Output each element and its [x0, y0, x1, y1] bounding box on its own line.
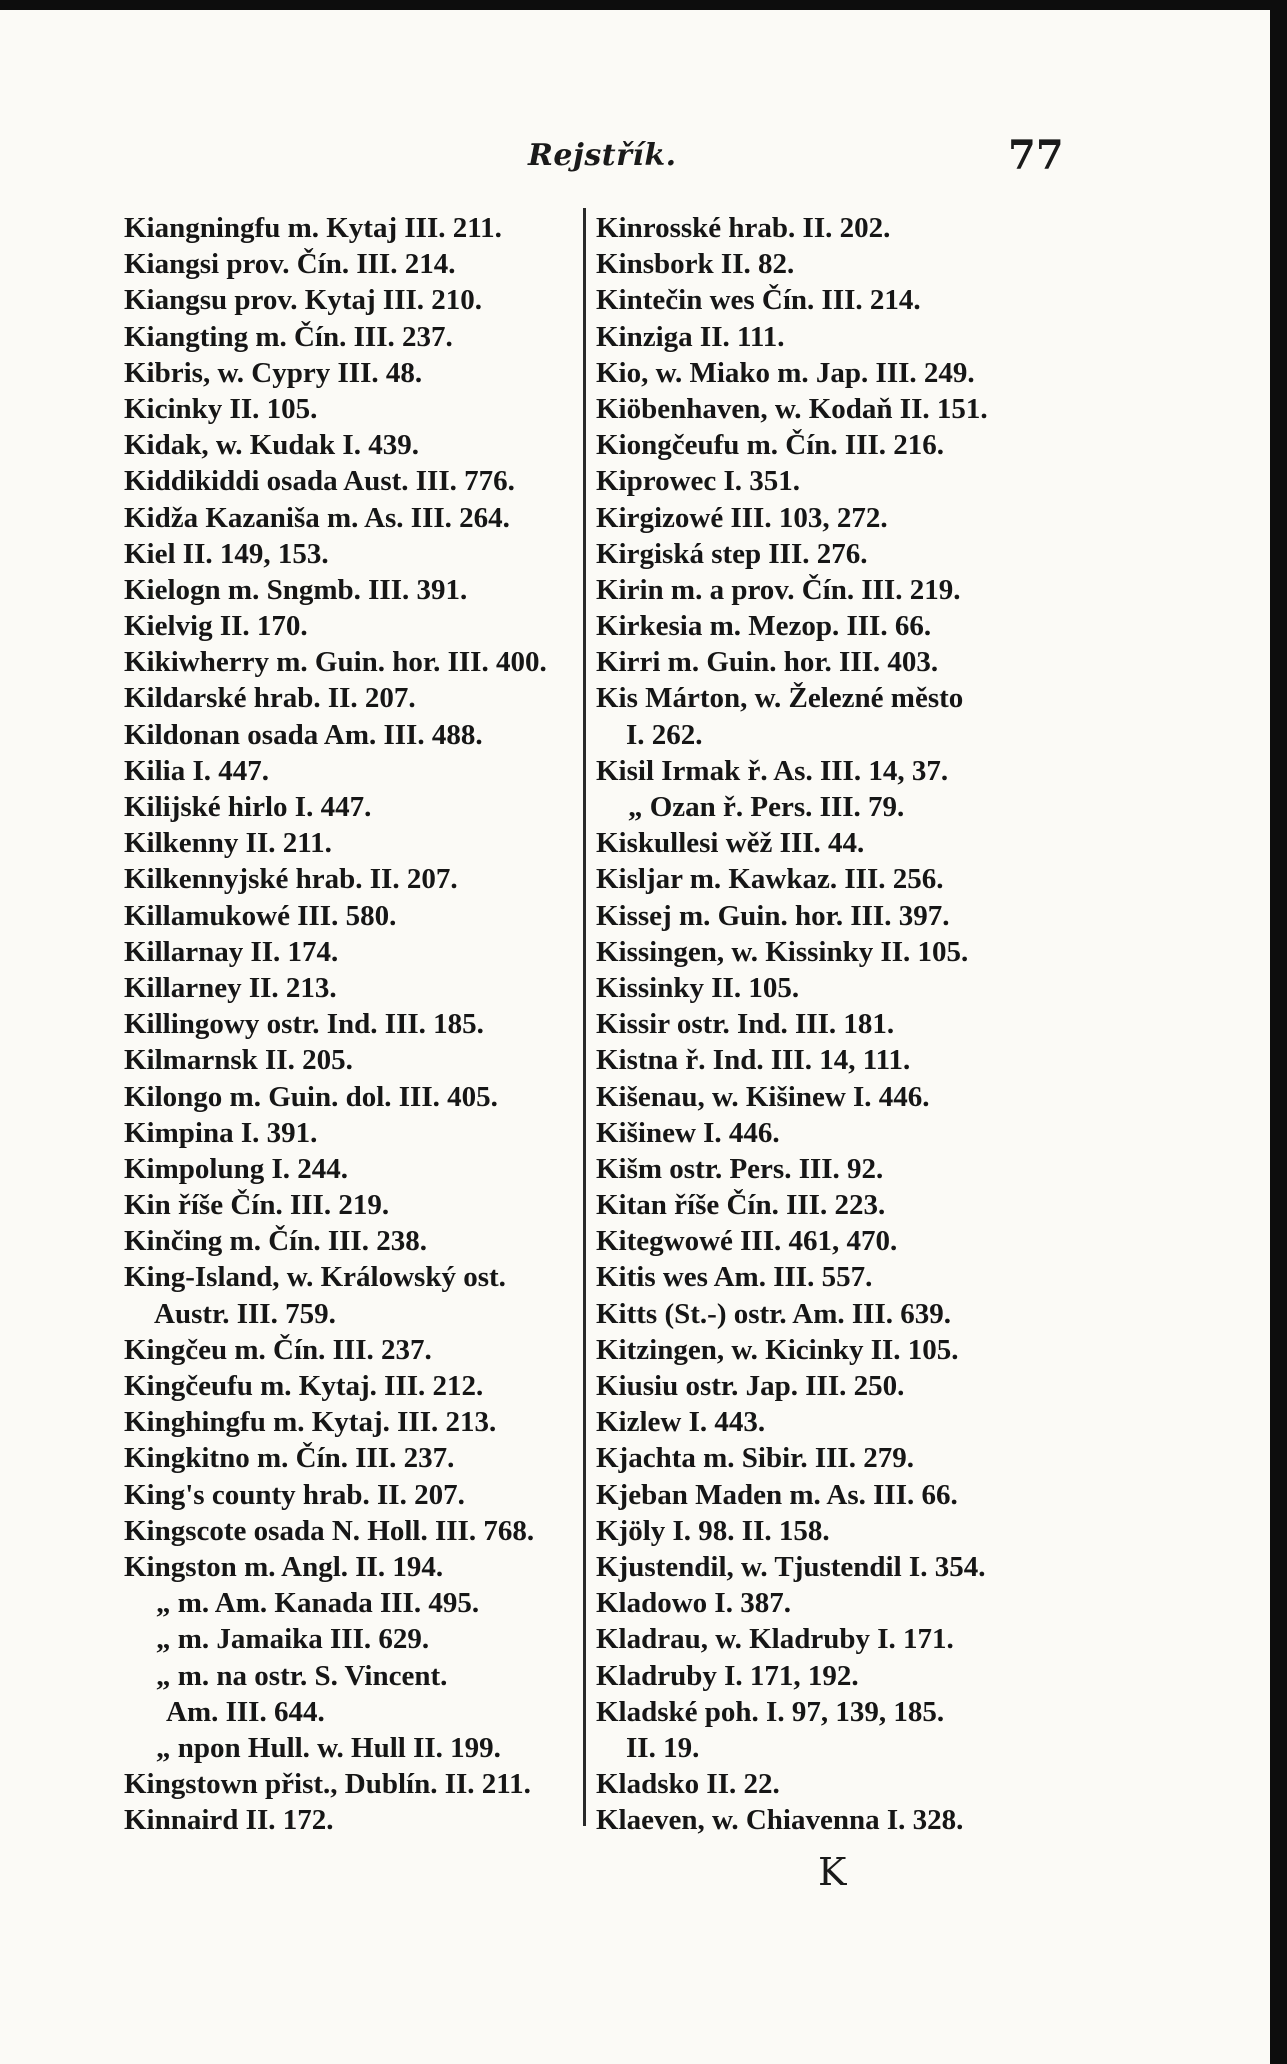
index-entry: Kilia I. 447. [124, 754, 270, 787]
index-entry: Kizlew I. 443. [596, 1406, 766, 1439]
index-entry: Kladowo I. 387. [596, 1587, 791, 1620]
index-entry: Kišm ostr. Pers. III. 92. [596, 1152, 884, 1185]
running-header-title: Rejstřík. [528, 138, 677, 173]
index-entry: Kirri m. Guin. hor. III. 403. [596, 646, 939, 679]
index-entry: Kiangting m. Čín. III. 237. [124, 320, 453, 353]
index-entry: Kingstown přist., Dublín. II. 211. [124, 1768, 531, 1801]
index-entry: Killamukowé III. 580. [124, 899, 397, 932]
index-entry: Kirin m. a prov. Čín. III. 219. [596, 573, 961, 606]
index-entry: Kinsbork II. 82. [596, 248, 795, 281]
index-entry: Kingčeufu m. Kytaj. III. 212. [124, 1370, 484, 1402]
index-entry: Kladsko II. 22. [596, 1768, 780, 1801]
index-entry: Kiskullesi wěž III. 44. [596, 827, 865, 860]
index-entry: Am. III. 644. [166, 1695, 325, 1728]
index-entry: Kilmarnsk II. 205. [124, 1044, 353, 1077]
index-entry: Kistna ř. Ind. III. 14, 111. [596, 1044, 911, 1077]
index-entry: Kimpina I. 391. [124, 1116, 318, 1149]
index-entry: Kiöbenhaven, w. Kodaň II. 151. [596, 392, 988, 425]
index-entry: Kirgiská step III. 276. [596, 537, 868, 570]
signature-mark: K [818, 1850, 847, 1894]
index-column-left [124, 210, 576, 1838]
index-entry: Klaeven, w. Chiavenna I. 328. [596, 1804, 964, 1837]
index-entry: Kirgizowé III. 103, 272. [596, 501, 888, 534]
index-entry: Kjöly I. 98. II. 158. [596, 1514, 830, 1547]
index-entry: Kiusiu ostr. Jap. III. 250. [596, 1370, 905, 1402]
index-entry: „ npon Hull. w. Hull II. 199. [156, 1731, 501, 1764]
index-entry: Kitzingen, w. Kicinky II. 105. [596, 1333, 959, 1366]
index-entry: Killarnay II. 174. [124, 935, 339, 968]
index-entry: Kingscote osada N. Holl. III. 768. [124, 1514, 535, 1547]
index-entry: Kiprowec I. 351. [596, 465, 801, 498]
index-entry: Kisil Irmak ř. As. III. 14, 37. [596, 754, 949, 787]
index-entry: Kingkitno m. Čín. III. 237. [124, 1442, 455, 1475]
index-entry: Kimpolung I. 244. [124, 1152, 348, 1185]
index-entry: Kjachta m. Sibir. III. 279. [596, 1442, 914, 1475]
index-entry: Kio, w. Miako m. Jap. III. 249. [596, 356, 975, 389]
column-divider [583, 208, 586, 1826]
index-entry: Kjustendil, w. Tjustendil I. 354. [596, 1550, 986, 1583]
index-entry: „ m. na ostr. S. Vincent. [156, 1659, 448, 1692]
index-entry: Kinnaird II. 172. [124, 1804, 334, 1837]
index-entry: Kingčeu m. Čín. III. 237. [124, 1333, 432, 1366]
page-number: 77 [1008, 132, 1064, 179]
index-entry: II. 19. [626, 1731, 700, 1764]
index-entry: Kilongo m. Guin. dol. III. 405. [124, 1080, 498, 1113]
index-entry: Kilkennyjské hrab. II. 207. [124, 863, 458, 896]
index-entry: Kicinky II. 105. [124, 392, 318, 425]
index-entry: Kielvig II. 170. [124, 610, 308, 643]
index-entry: Kissinky II. 105. [596, 971, 800, 1004]
index-entry: Kjeban Maden m. As. III. 66. [596, 1478, 958, 1511]
index-entry: Kidak, w. Kudak I. 439. [124, 429, 419, 462]
index-entry: Kidža Kazaniša m. As. III. 264. [124, 501, 510, 534]
index-entry: Kladrau, w. Kladruby I. 171. [596, 1623, 954, 1656]
index-entry: Kitts (St.-) ostr. Am. III. 639. [596, 1297, 951, 1330]
index-entry: Kin říše Čín. III. 219. [124, 1189, 390, 1222]
index-entry: Kišenau, w. Kišinew I. 446. [596, 1080, 930, 1113]
index-entry: King-Island, w. Králowský ost. [124, 1261, 506, 1294]
index-entry: Killarney II. 213. [124, 971, 337, 1004]
index-entry: Kinziga II. 111. [596, 320, 785, 353]
index-entry: „ m. Am. Kanada III. 495. [156, 1587, 480, 1620]
index-entry: Kiddikiddi osada Aust. III. 776. [124, 465, 515, 498]
index-entry: Kisljar m. Kawkaz. III. 256. [596, 863, 944, 896]
index-entry: Austr. III. 759. [154, 1297, 336, 1330]
index-entry: Kintečin wes Čín. III. 214. [596, 284, 921, 317]
index-entry: Kiel II. 149, 153. [124, 537, 329, 570]
index-entry: Kikiwherry m. Guin. hor. III. 400. [124, 646, 547, 679]
index-entry: „ Ozan ř. Pers. III. 79. [628, 791, 905, 823]
index-entry: Kinčing m. Čín. III. 238. [124, 1225, 427, 1258]
index-entry: Kildarské hrab. II. 207. [124, 682, 416, 715]
index-entry: Kinghingfu m. Kytaj. III. 213. [124, 1406, 497, 1439]
index-entry: Kitan říše Čín. III. 223. [596, 1189, 886, 1222]
index-entry: Kirkesia m. Mezop. III. 66. [596, 610, 932, 643]
index-entry: Kilkenny II. 211. [124, 827, 332, 860]
index-entry: Kladské poh. I. 97, 139, 185. [596, 1695, 945, 1728]
index-entry: Kiongčeufu m. Čín. III. 216. [596, 429, 945, 462]
index-entry: Kiangningfu m. Kytaj III. 211. [124, 212, 502, 244]
index-entry: „ m. Jamaika III. 629. [156, 1623, 430, 1656]
index-entry: Kinrosské hrab. II. 202. [596, 212, 891, 244]
index-entry: Kilijské hirlo I. 447. [124, 791, 372, 823]
index-entry: Kiangsi prov. Čín. III. 214. [124, 248, 456, 281]
index-entry: Kildonan osada Am. III. 488. [124, 718, 483, 751]
index-entry: I. 262. [626, 718, 703, 751]
index-entry: Kitegwowé III. 461, 470. [596, 1225, 898, 1258]
index-entry: Killingowy ostr. Ind. III. 185. [124, 1008, 484, 1041]
index-entry: Kissingen, w. Kissinky II. 105. [596, 935, 969, 968]
index-entry: Kitis wes Am. III. 557. [596, 1261, 873, 1294]
index-entry: Kissej m. Guin. hor. III. 397. [596, 899, 950, 932]
index-entry: Kišinew I. 446. [596, 1116, 780, 1149]
index-entry: Kielogn m. Sngmb. III. 391. [124, 573, 468, 606]
index-entry: Kibris, w. Cypry III. 48. [124, 356, 423, 389]
index-entry: Kis Márton, w. Železné město [596, 682, 964, 715]
index-entry: Kingston m. Angl. II. 194. [124, 1550, 444, 1583]
index-entry: King's county hrab. II. 207. [124, 1478, 465, 1511]
scan-edge [1270, 0, 1287, 2064]
index-column-right [596, 210, 1072, 1838]
index-entry: Kladruby I. 171, 192. [596, 1659, 859, 1692]
index-entry: Kissir ostr. Ind. III. 181. [596, 1008, 895, 1041]
index-entry: Kiangsu prov. Kytaj III. 210. [124, 284, 483, 317]
book-page [0, 10, 1270, 2064]
